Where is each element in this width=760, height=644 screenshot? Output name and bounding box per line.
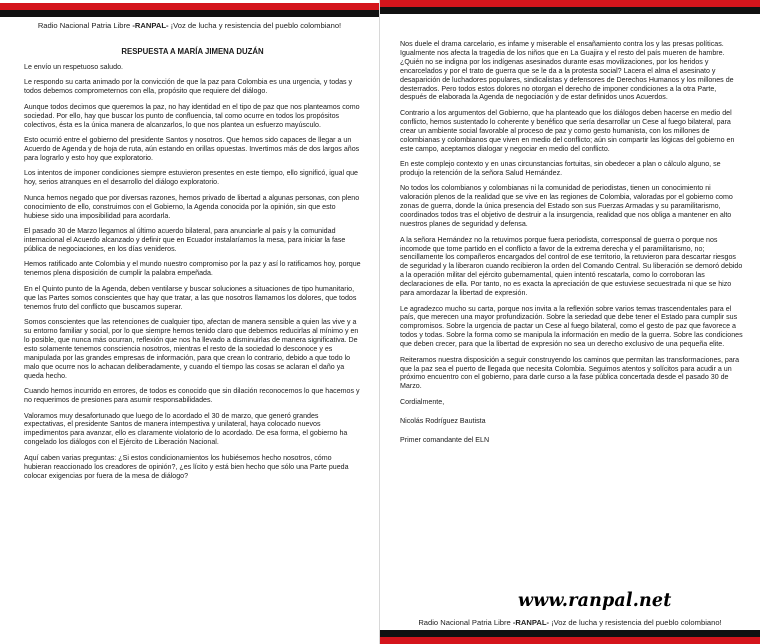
paragraph: Cuando hemos incurrido en errores, de todos es conocido que sin dilación reconocemos lo que hacemos y no requerimos de presiones para asumir responsabilidades. bbox=[24, 387, 360, 405]
right-letter-body bbox=[400, 40, 744, 455]
left-header-text: Radio Nacional Patria Libre -RANPAL- ¡Voz de lucha y resistencia del pueblo colombiano! bbox=[37, 21, 342, 30]
black-band bbox=[380, 7, 760, 14]
right-page bbox=[380, 0, 760, 644]
paragraph: Le envío un respetuoso saludo. bbox=[24, 62, 123, 71]
paragraph: Contrario a los argumentos del Gobierno, que ha planteado que los diálogos deben hacerse en medio del conflicto, hemos sustentado lo coherente y benéfico que sería desarrollar un Cese al fuego bilateral, para crear un ambiente social favorable al proceso de paz y como gesto humanista, con los millones de colombianas y colombianos que viven en medio del conflicto; aún sin compartir las lógicas del gobierno en este campo, aceptamos dialogar y negociar en medio del conflicto. bbox=[400, 108, 735, 153]
footer-text: Radio Nacional Patria Libre -RANPAL- ¡Voz de lucha y resistencia del pueblo colombiano! bbox=[418, 618, 722, 627]
paragraph: Los intentos de imponer condiciones siempre estuvieron presentes en este tiempo, ello significó, igual que hoy, serios atranques en el desarrollo del diálogo exploratorio. bbox=[24, 169, 358, 187]
paragraph: En este complejo contexto y en unas circunstancias fortuitas, sin obedecer a plan o cálculo alguno, se produjo la retención de la señora Salud Hernández. bbox=[400, 160, 721, 177]
paragraph: En el Quinto punto de la Agenda, deben ventilarse y buscar soluciones a situaciones de tipo humanitario, que las Partes somos conscientes que hay que tratar, a las que nosotros llamamos los dolores, que todos tenemos fruto del conflicto que buscamos superar. bbox=[24, 284, 357, 311]
paragraph: Aquí caben varias preguntas: ¿Si estos condicionamientos los hubiésemos hecho nosotros, cómo hubieran reaccionado los creadores de opinión?, ¿es lícito y está bien hecho que sólo una Parte pueda colocar exigencias por fuera de la mesa de diálogo? bbox=[24, 453, 349, 480]
black-band bbox=[380, 630, 760, 637]
paragraph: Le agradezco mucho su carta, porque nos invita a la reflexión sobre varios temas trascendentales para el país, que merecen una mayor profundización. Sobre la seriedad que debe tener el Estado para cumplir sus compromisos. Sobre la urgencia de pactar un Cese al fuego bilateral, como el gesto de paz que favorece a todos y todas. Sobre la forma como se manipula la información en medio de la guerra. Sobre las condiciones que deben crecer, para que la libertad de expresión no sea un derecho exclusivo de una pequeña elite. bbox=[400, 304, 743, 349]
red-band bbox=[0, 3, 379, 10]
paragraph: A la señora Hernández no la retuvimos porque fuera periodista, corresponsal de guerra o porque nos incomode que tome partido en el conflicto a favor de la extrema derecha y el paramilitarismo, no; sencillamente los compañeros encargados del control de ese territorio, la retuvieron para descartar riesgos de seguridad y la liberaron cuando recibieron la orden del Comando Central. Su liberación se demoró debido a la operación militar del ejército gubernamental, quien intentó rescatarla, como lo corroboran las declaraciones de ella. Por tanto, no es exacta la apreciación de que estuviese secuestrada ni que se hizo para amordazar la libertad de expresión. bbox=[400, 235, 743, 298]
black-band bbox=[0, 10, 379, 17]
paragraph: Valoramos muy desafortunado que luego de lo acordado el 30 de marzo, que generó grandes expectativas, el presidente Santos de manera intempestiva y unilateral, haya colocado nuevos impedimentos para avanzar, ello es claramente violatorio de lo acordado. De esa forma, el gobierno ha congelado los diálogos con el Ejército de Liberación Nacional. bbox=[24, 411, 348, 447]
signer-title: Primer comandante del ELN bbox=[400, 435, 490, 444]
closing: Cordialmente, bbox=[400, 397, 445, 406]
signer-name: Nicolás Rodríguez Bautista bbox=[400, 416, 486, 425]
right-footer-band bbox=[380, 618, 760, 644]
paragraph: Aunque todos decimos que queremos la paz, no hay identidad en el tipo de paz que nos planteamos como sociedad. Por ello, hay que buscar los punto de confluencia, tal como ocurre en todos los propósitos colectivos, ésta es la única manera de alcanzarlos, lo que nos plantea un esfuerzo mayúsculo. bbox=[24, 102, 360, 129]
paragraph: El pasado 30 de Marzo llegamos al último acuerdo bilateral, para anunciarle al país y la comunidad internacional el Acuerdo alcanzado y definir que en Ecuador instalaríamos la mesa, para iniciar la fase pública de negociaciones, en los días venideros. bbox=[24, 227, 346, 253]
paragraph: Somos conscientes que las retenciones de cualquier tipo, afectan de manera sensible a quien las vive y a su entorno familiar y social, por lo que siempre hemos tenido claro que debemos reducirlas al mínimo y en lo posible, que nunca más ocurran, reflexión que nos ha llevado a disminuirlas de manera significativa. De esto solamente tenemos consciencia nosotros, mientras el resto de la sociedad lo desconoce y es manipulada por las grandes empresas de información, para que crean lo contrario, debido a que todo lo malo que ocurre nos lo achacan deliberadamente, y cuando el tiempo las cosas se aclaran el daño ya queda hecho. bbox=[24, 318, 359, 380]
paragraph: No todos los colombianos y colombianas ni la comunidad de periodistas, tienen un conocimiento ni valoración plenos de la realidad que se vive en las regiones de Colombia, valoradas por el gobierno como zonas de guerra, donde la única presencia del Estado son sus Fuerzas Armadas y su paramilitarismo, coordinados todos tras el objetivo de destruir a la insurgencia, realidad que nos obliga a mantener en alto nuestros planes de seguridad y defensa. bbox=[400, 184, 733, 229]
left-header-band bbox=[0, 3, 379, 33]
paragraph: Esto ocurrió entre el gobierno del presidente Santos y nosotros. Que hemos sido capaces de llegar a un Acuerdo de Agenda y de hoja de ruta, aún estando en orillas opuestas. Invertimos más de dos largos años para lograrlo y esto hoy que exploratorio. bbox=[24, 136, 360, 162]
red-band bbox=[380, 637, 760, 644]
left-letter-body bbox=[24, 48, 361, 487]
website-watermark: www.ranpal.net bbox=[518, 589, 672, 611]
paragraph: Nos duele el drama carcelario, es infame y miserable el ensañamiento contra los y las presas políticas. Igualmente nos afecta la tragedia de los niños que en La Guajira y el resto del país mueren de hambre. ¿Quién no se indigna por los indígenas asesinados durante esas movilizaciones, por los heridos y encarcelados y por el trato de guerra que se le da a la protesta social? Lacera el alma el asesinato y desaparición de luchadores populares, sindicalistas y defensores de Derechos Humanos y los millones de desterrados. Pero todos estos dolores no otorgan el derecho de imponer condiciones a la otra Parte, después de elaborada la Agenda de negociación y de estar definidos unos Acuerdos. bbox=[400, 40, 734, 102]
paragraph: Nunca hemos negado que por diversas razones, hemos privado de libertad a algunas personas, con pleno conocimiento de ello, construimos con el Gobierno, la Agenda conocida por la opinión, sin que esto hubiese sido una imposibilidad para acordarla. bbox=[24, 193, 360, 220]
paragraph: Reiteramos nuestra disposición a seguir construyendo los caminos que permitan las transformaciones, para que la paz sea el puerto de llegada que necesita Colombia. Seguimos atentos y solícitos para acudir a un próximo encuentro con el gobierno, para darle curso a la fase pública concertada desde el pasado 30 de Marzo. bbox=[400, 355, 740, 391]
red-band bbox=[380, 0, 760, 7]
paragraph: Le respondo su carta animado por la convicción de que la paz para Colombia es una urgencia, y todas y todos debemos comprometernos con ella, propósito que requiere del diálogo. bbox=[24, 78, 353, 96]
paragraph: Hemos ratificado ante Colombia y el mundo nuestro compromiso por la paz y así lo ratificamos hoy, porque tenemos plena disposición de cumplir la palabra empeñada. bbox=[24, 260, 361, 278]
letter-title: RESPUESTA A MARÍA JIMENA DUZÁN bbox=[121, 47, 264, 56]
